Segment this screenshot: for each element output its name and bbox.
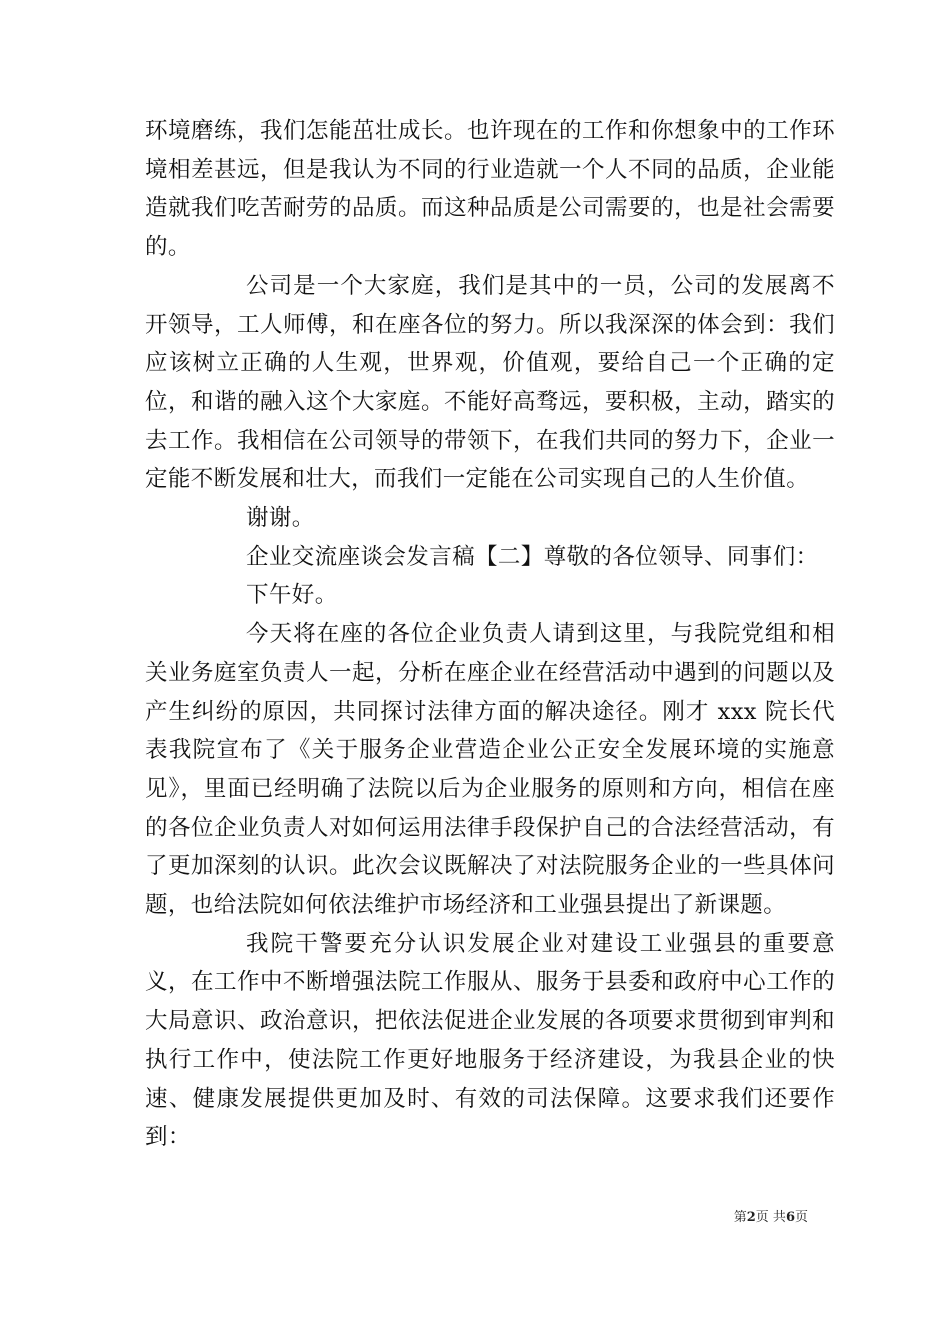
paragraph: 公司是一个大家庭，我们是其中的一员，公司的发展离不开领导，工人师傅，和在座各位的努力。所以我深深的体会到：我们应该树立正确的人生观，世界观，价值观，要给自己一个正确的定位，和谐的融入这个大家庭。不能好高骛远，要积极，主动，踏实的去工作。我相信在公司领导的带领下，在我们共同的努力下，企业一定能不断发展和壮大，而我们一定能在公司实现自己的人生价值。 bbox=[145, 272, 835, 493]
document-body bbox=[145, 112, 835, 1157]
page-number-footer bbox=[0, 1206, 808, 1225]
page-prefix: 第 bbox=[733, 1210, 747, 1225]
paragraph: 谢谢。 bbox=[246, 505, 315, 532]
paragraph: 我院干警要充分认识发展企业对建设工业强县的重要意义，在工作中不断增强法院工作服从、服务于县委和政府中心工作的大局意识、政治意识，把依法促进企业发展的各项要求贯彻到审判和执行工作中，使法院工作更好地服务于经济建设，为我县企业的快速、健康发展提供更加及时、有效的司法保障。这要求我们还要作到： bbox=[145, 930, 835, 1151]
paragraph-heading-line: 企业交流座谈会发言稿【二】尊敬的各位领导、同事们： bbox=[246, 543, 819, 570]
page-mid: 页 共 bbox=[755, 1210, 786, 1225]
paragraph: 下午好。 bbox=[246, 582, 338, 609]
paragraph: 今天将在座的各位企业负责人请到这里，与我院党组和相关业务庭室负责人一起，分析在座企业在经营活动中遇到的问题以及产生纠纷的原因，共同探讨法律方面的解决途径。刚才 xxx 院长代表我院宣布了《关于服务企业营造企业公正安全发展环境的实施意见》，里面已经明确了法院以后为企业服务的原则和方向，相信在座的各位企业负责人对如何运用法律手段保护自己的合法经营活动，有了更加深刻的认识。此次会议既解决了对法院服务企业的一些具体问题，也给法院如何依法维护市场经济和工业强县提出了新课题。 bbox=[145, 621, 835, 919]
total-pages-number: 6 bbox=[785, 1210, 795, 1225]
paragraph: 环境磨练，我们怎能茁壮成长。也许现在的工作和你想象中的工作环境相差甚远，但是我认为不同的行业造就一个人不同的品质，企业能造就我们吃苦耐劳的品质。而这种品质是公司需要的，也是社会需要的。 bbox=[145, 118, 835, 261]
page-suffix: 页 bbox=[794, 1210, 808, 1225]
current-page-number: 2 bbox=[746, 1210, 756, 1225]
